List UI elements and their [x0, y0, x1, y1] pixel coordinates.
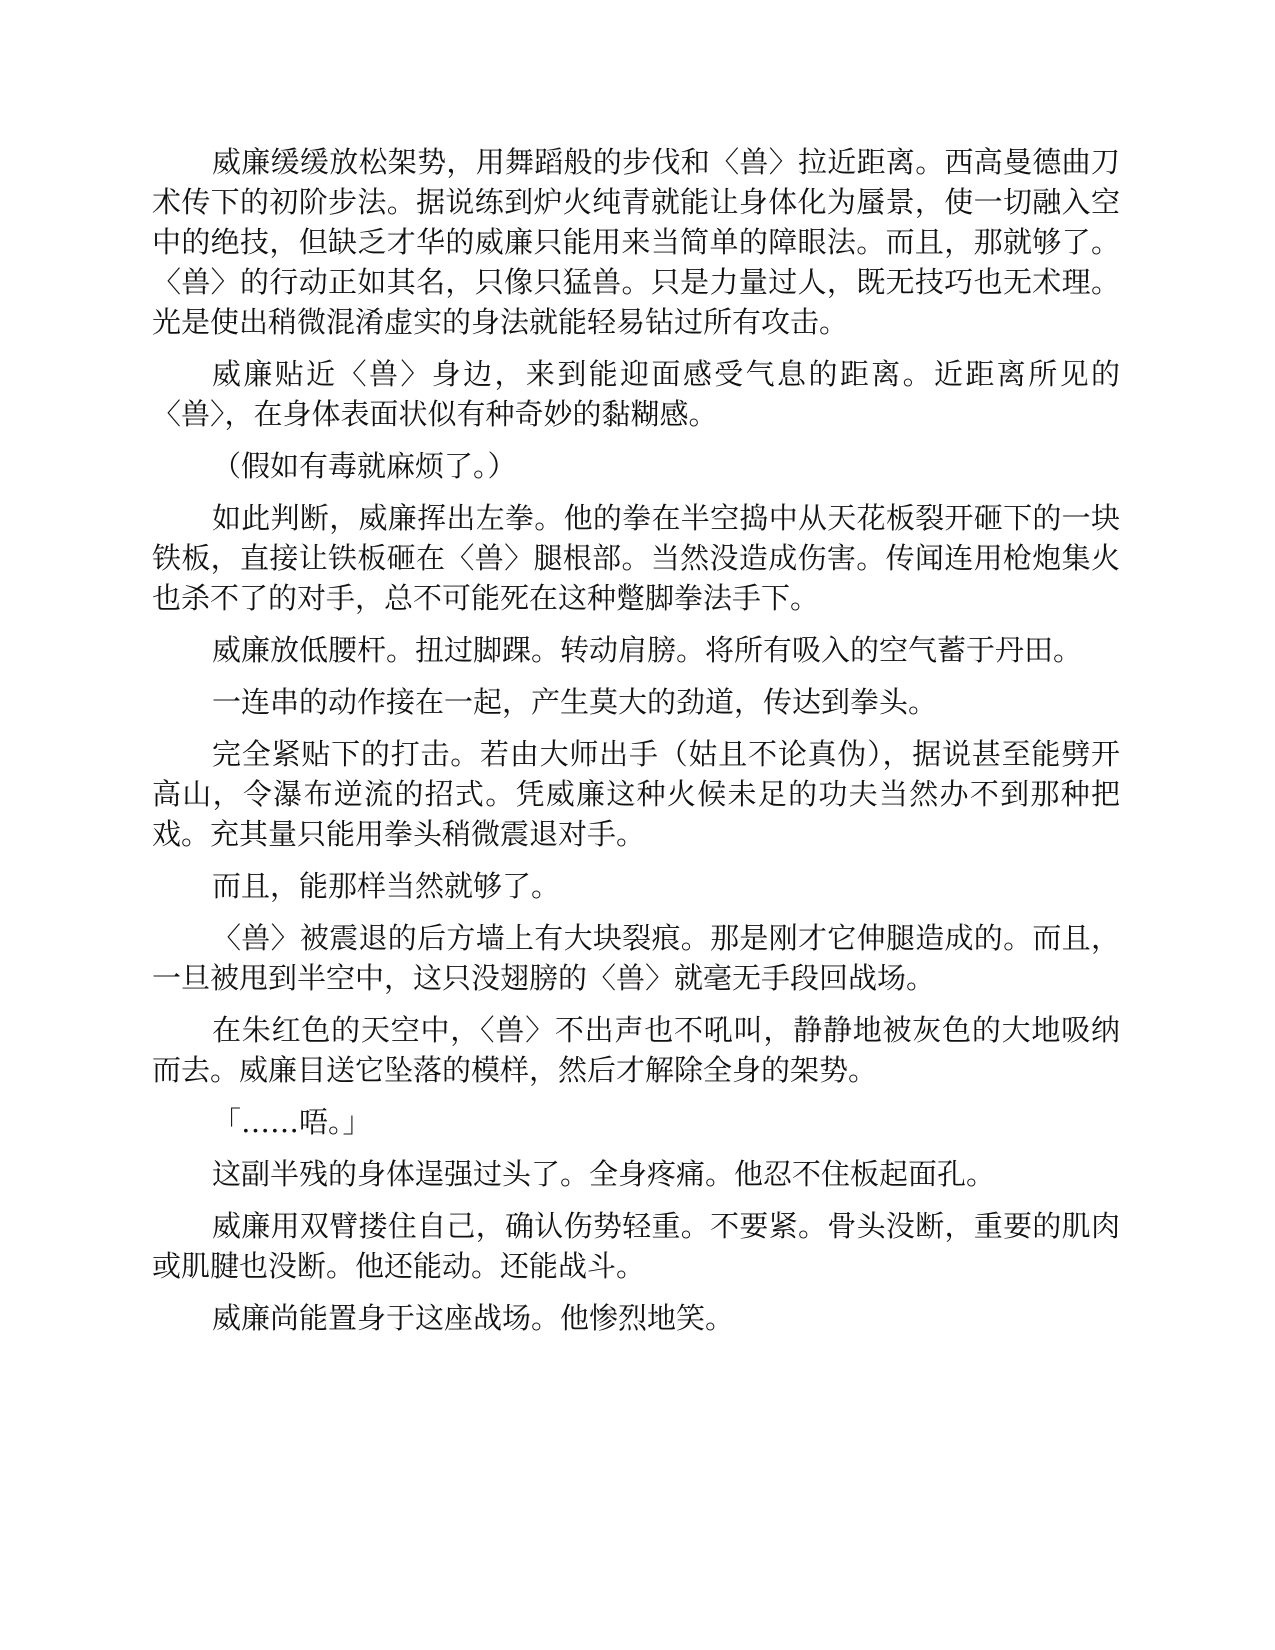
paragraph: 威廉尚能置身于这座战场。他惨烈地笑。	[212, 1301, 735, 1335]
paragraph: 〈兽〉被震退的后方墙上有大块裂痕。那是刚才它伸腿造成的。而且，一旦被甩到半空中，这只没翅膀的〈兽〉就毫无手段回战场。	[152, 921, 1120, 995]
paragraph: 而且，能那样当然就够了。	[212, 869, 561, 903]
paragraph: 威廉缓缓放松架势，用舞蹈般的步伐和〈兽〉拉近距离。西高曼德曲刀术传下的初阶步法。据说练到炉火纯青就能让身体化为蜃景，使一切融入空中的绝技，但缺乏才华的威廉只能用来当简单的障眼法。而且，那就够了。〈兽〉的行动正如其名，只像只猛兽。只是力量过人，既无技巧也无术理。光是使出稍微混淆虚实的身法就能轻易钻过所有攻击。	[152, 145, 1120, 339]
paragraph: 一连串的动作接在一起，产生莫大的劲道，传达到拳头。	[212, 685, 938, 719]
paragraph: 「……唔。」	[212, 1105, 372, 1139]
paragraph: 在朱红色的天空中，〈兽〉不出声也不吼叫，静静地被灰色的大地吸纳而去。威廉目送它坠落的模样，然后才解除全身的架势。	[152, 1013, 1120, 1087]
paragraph: （假如有毒就麻烦了。）	[212, 449, 517, 483]
document-page	[152, 142, 1120, 1350]
paragraph: 如此判断，威廉挥出左拳。他的拳在半空捣中从天花板裂开砸下的一块铁板，直接让铁板砸在〈兽〉腿根部。当然没造成伤害。传闻连用枪炮集火也杀不了的对手，总不可能死在这种蹩脚拳法手下。	[152, 501, 1120, 615]
paragraph: 这副半残的身体逞强过头了。全身疼痛。他忍不住板起面孔。	[212, 1157, 996, 1191]
paragraph: 完全紧贴下的打击。若由大师出手（姑且不论真伪），据说甚至能劈开高山，令瀑布逆流的招式。凭威廉这种火候未足的功夫当然办不到那种把戏。充其量只能用拳头稍微震退对手。	[152, 737, 1120, 851]
paragraph: 威廉贴近〈兽〉身边，来到能迎面感受气息的距离。近距离所见的〈兽〉，在身体表面状似有种奇妙的黏糊感。	[152, 357, 1120, 431]
paragraph: 威廉用双臂搂住自己，确认伤势轻重。不要紧。骨头没断，重要的肌肉或肌腱也没断。他还能动。还能战斗。	[152, 1209, 1120, 1283]
paragraph: 威廉放低腰杆。扭过脚踝。转动肩膀。将所有吸入的空气蓄于丹田。	[212, 633, 1083, 667]
